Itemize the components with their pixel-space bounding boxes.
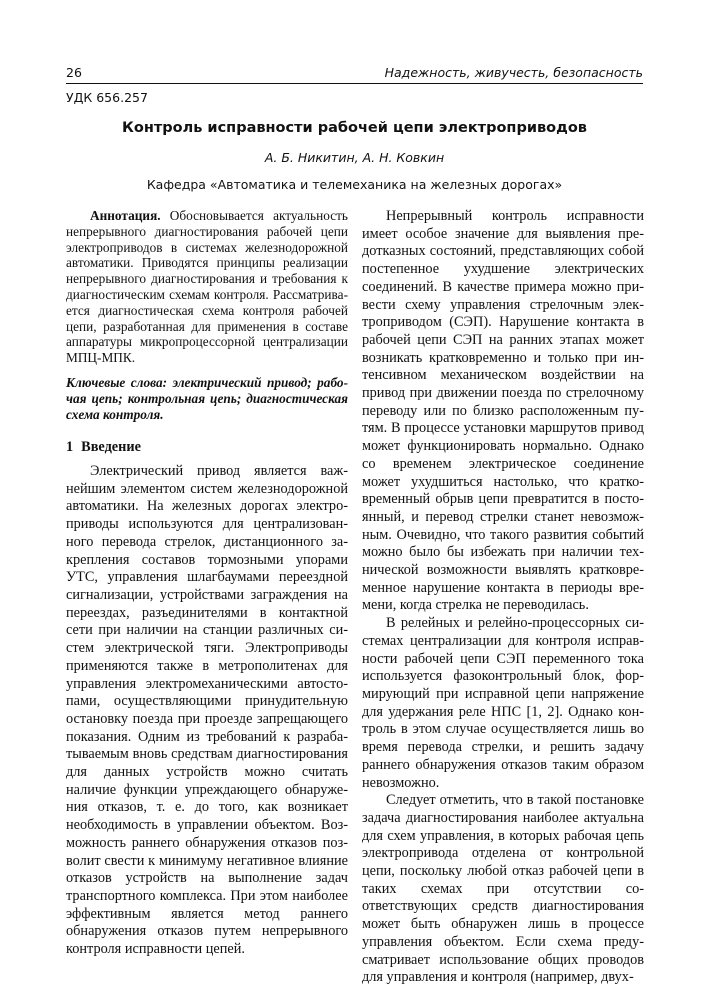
body-paragraph: Непрерывный контроль исправности имеет особое значение для выявления предотказных состояний, представляющих собой постепенное ухудшение электрических соединений. В качестве примера можно привести схему управления стрелочным электроприводом (СЭП). Нарушение контакта в рабочей цепи СЭП на ранних этапах может возникать кратковременно и только при интенсивном механическом воздействии на привод при движении поезда по стрелочному переводу или по близко расположенным путям. В процессе установки маршрутов привод может функционировать нормально. Однако со временем электрическое соединение может ухудшиться настолько, что кратковременный обрыв цепи превратится в постоянный, и перевод стрелки станет невозможным. Очевидно, что такого развития событий можно было бы избежать при наличии технической возможности выявлять кратковременное нарушение контакта в периоды времени, когда стрелка не переводилась.: [362, 208, 644, 614]
journal-section-title: Надежность, живучесть, безопасность: [384, 65, 643, 80]
keywords: Ключевые слова: электрический привод; рабочая цепь; контрольная цепь; диагностическая схема контроля.: [66, 374, 348, 422]
abstract-text: Обосновывается актуальность непрерывного диагностирования рабочей цепи электроприводов в системах железнодорожной автоматики. Приводятся принципы реализации непрерывного диагностирования и требования к диагностическим схемам контроля. Рассматривается диагностическая схема контроля рабочей цепи, разработанная для применения в составе аппаратуры микропроцессорной централизации МПЦ-МПК.: [66, 208, 348, 366]
udk-code: УДК 656.257: [66, 90, 148, 105]
body-paragraph: Электрический привод является важнейшим элементом систем железнодорожной автоматики. На железных дорогах электроприводы используются для централизованного перевода стрелок, дистанционного закрепления составов тормозными упорами УТС, управления шлагбаумами переездной сигнализации, устройствами заграждения на переездах, разъединителями в контактной сети при наличии на станции различных систем электрической тяги. Электроприводы применяются также в метрополитенах для управления электромеханическими автостопами, осуществляющими принудительную остановку поезда при проезде запрещающего показания. Одним из требований к разрабатываемым вновь средствам диагностирования для данных устройств можно считать наличие функции упреждающего обнаружения отказов, т. е. до того, как возникает необходимость в управлении объектом. Возможность раннего обнаружения отказов позволит свести к минимуму негативное влияние отказов устройств на выполнение задач транспортного комплекса. При этом наиболее эффективным является метод раннего обнаружения отказов путем непрерывного контроля исправности цепей.: [66, 463, 348, 958]
body-paragraph: В релейных и релейно-процессорных системах централизации для контроля исправности рабочей цепи СЭП переменного тока используется фазоконтрольный блок, формирующий при исправной цепи напряжение для удержания реле НПС [1, 2]. Однако контроль в этом случае осуществляется лишь во время перевода стрелки, и решить задачу раннего обнаружения отказов таким образом невозможно.: [362, 615, 644, 791]
article-title: Контроль исправности рабочей цепи электроприводов: [122, 120, 587, 136]
abstract-label: Аннотация.: [90, 208, 161, 223]
section-heading: [66, 439, 348, 457]
right-column: [362, 208, 644, 987]
page-number: 26: [66, 65, 82, 80]
abstract: [66, 208, 348, 366]
section-title: Введение: [81, 439, 141, 456]
left-column: [66, 208, 348, 959]
author-affiliation: Кафедра «Автоматика и телемеханика на железных дорогах»: [146, 177, 563, 192]
body-paragraph: Следует отметить, что в такой постановке задача диагностирования наиболее актуальна для схем управления, в которых рабочая цепь электропривода отделена от контрольной цепи, поскольку любой отказ рабочей цепи в таких схемах при отсутствии соответствующих средств диагностирования может быть обнаружен лишь в процессе управления объектом. Если схема предусматривает использование общих проводов для управления и контроля (например, двух-: [362, 792, 644, 986]
running-header: [66, 64, 643, 84]
article-authors: А. Б. Никитин, А. Н. Ковкин: [264, 150, 445, 165]
section-number: 1: [66, 439, 74, 456]
